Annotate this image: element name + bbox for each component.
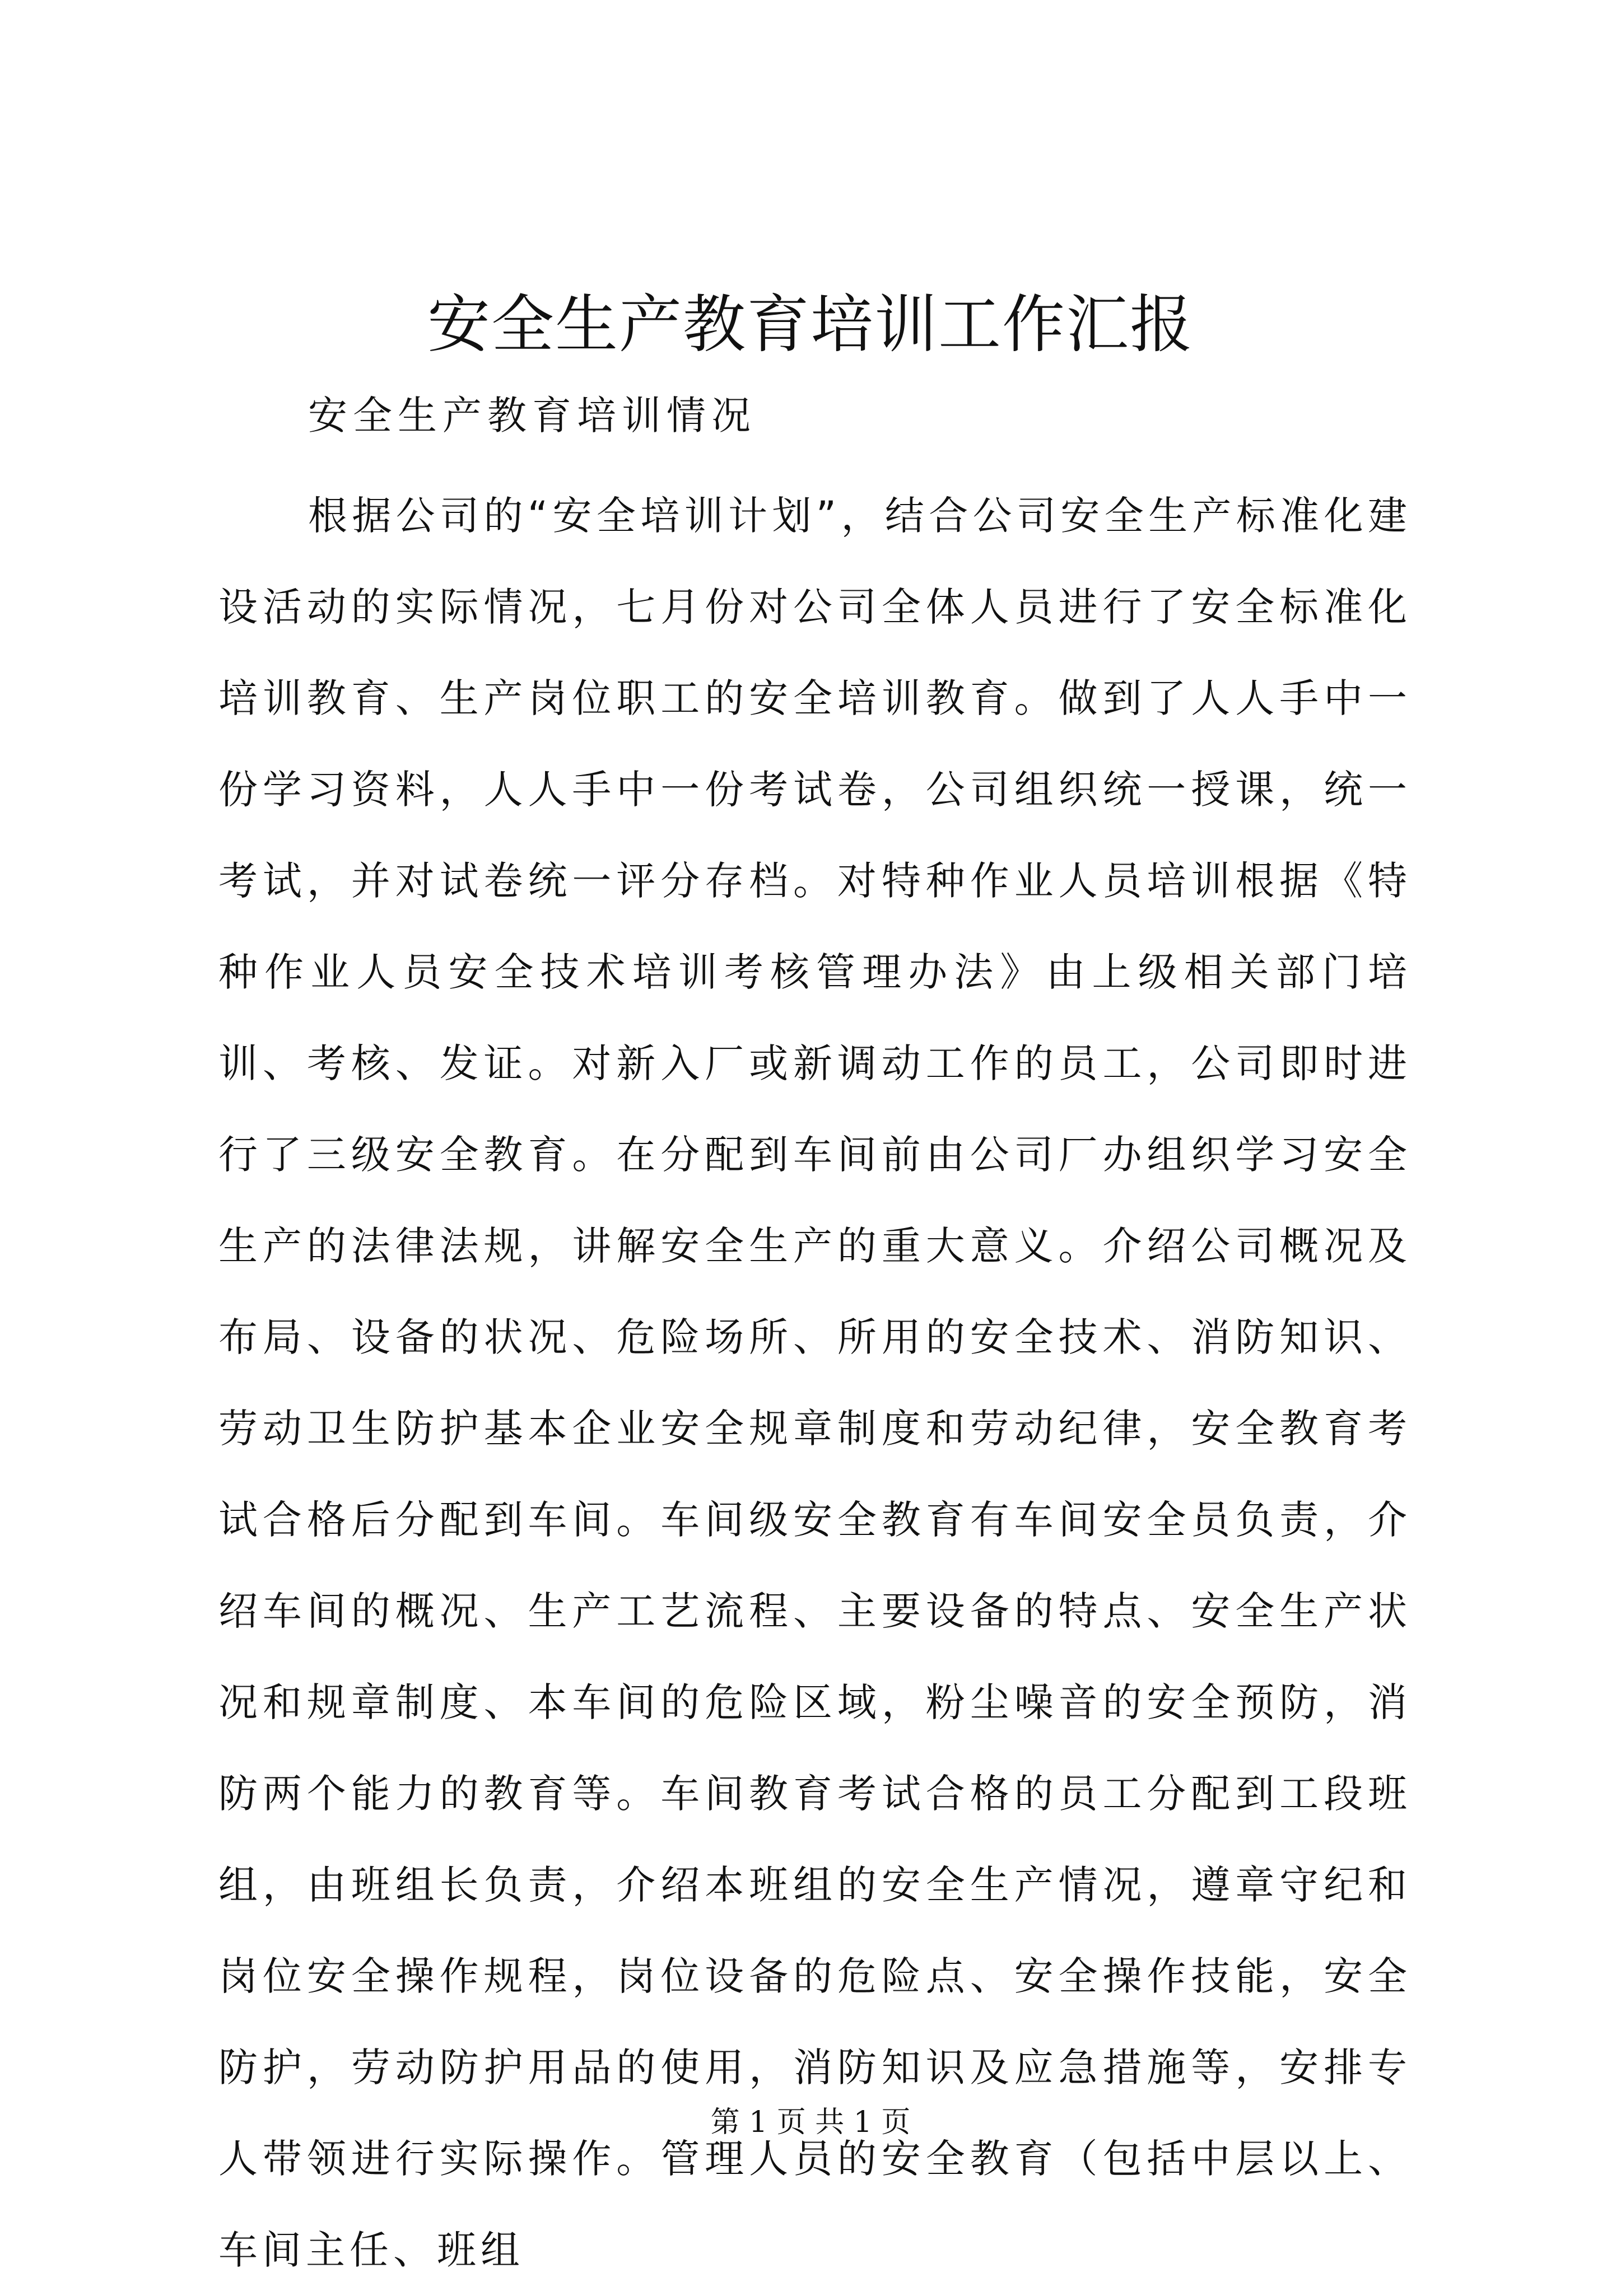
page-footer: 第 1 页 共 1 页 xyxy=(710,2106,911,2139)
body-paragraph: 根据公司的“安全培训计划”，结合公司安全生产标准化建设活动的实际情况，七月份对公司全体人员进行了安全标准化培训教育、生产岗位职工的安全培训教育。做到了人人手中一份学习资料，人人手中一份考试卷，公司组织统一授课，统一考试，并对试卷统一评分存档。对特种作业人员培训根据《特种作业人员安全技术培训考核管理办法》由上级相关部门培训、考核、发证。对新入厂或新调动工作的员工，公司即时进行了三级安全教育。在分配到车间前由公司厂办组织学习安全生产的法律法规，讲解安全生产的重大意义。介绍公司概况及布局、设备的状况、危险场所、所用的安全技术、消防知识、劳动卫生防护基本企业安全规章制度和劳动纪律，安全教育考试合格后分配到车间。车间级安全教育有车间安全员负责，介绍车间的概况、生产工艺流程、主要设备的特点、安全生产状况和规章制度、本车间的危险区域，粉尘噪音的安全预防，消防两个能力的教育等。车间教育考试合格的员工分配到工段班组，由班组长负责，介绍本班组的安全生产情况，遵章守纪和岗位安全操作规程，岗位设备的危险点、安全操作技能，安全防护，劳动防护用品的使用，消防知识及应急措施等，安排专人带领进行实际操作。管理人员的安全教育（包括中层以上、车间主任、班组 xyxy=(218,493,1412,2273)
document-title: 安全生产教育培训工作汇报 xyxy=(427,288,1194,361)
section-heading: 安全生产教育培训情况 xyxy=(308,393,756,438)
